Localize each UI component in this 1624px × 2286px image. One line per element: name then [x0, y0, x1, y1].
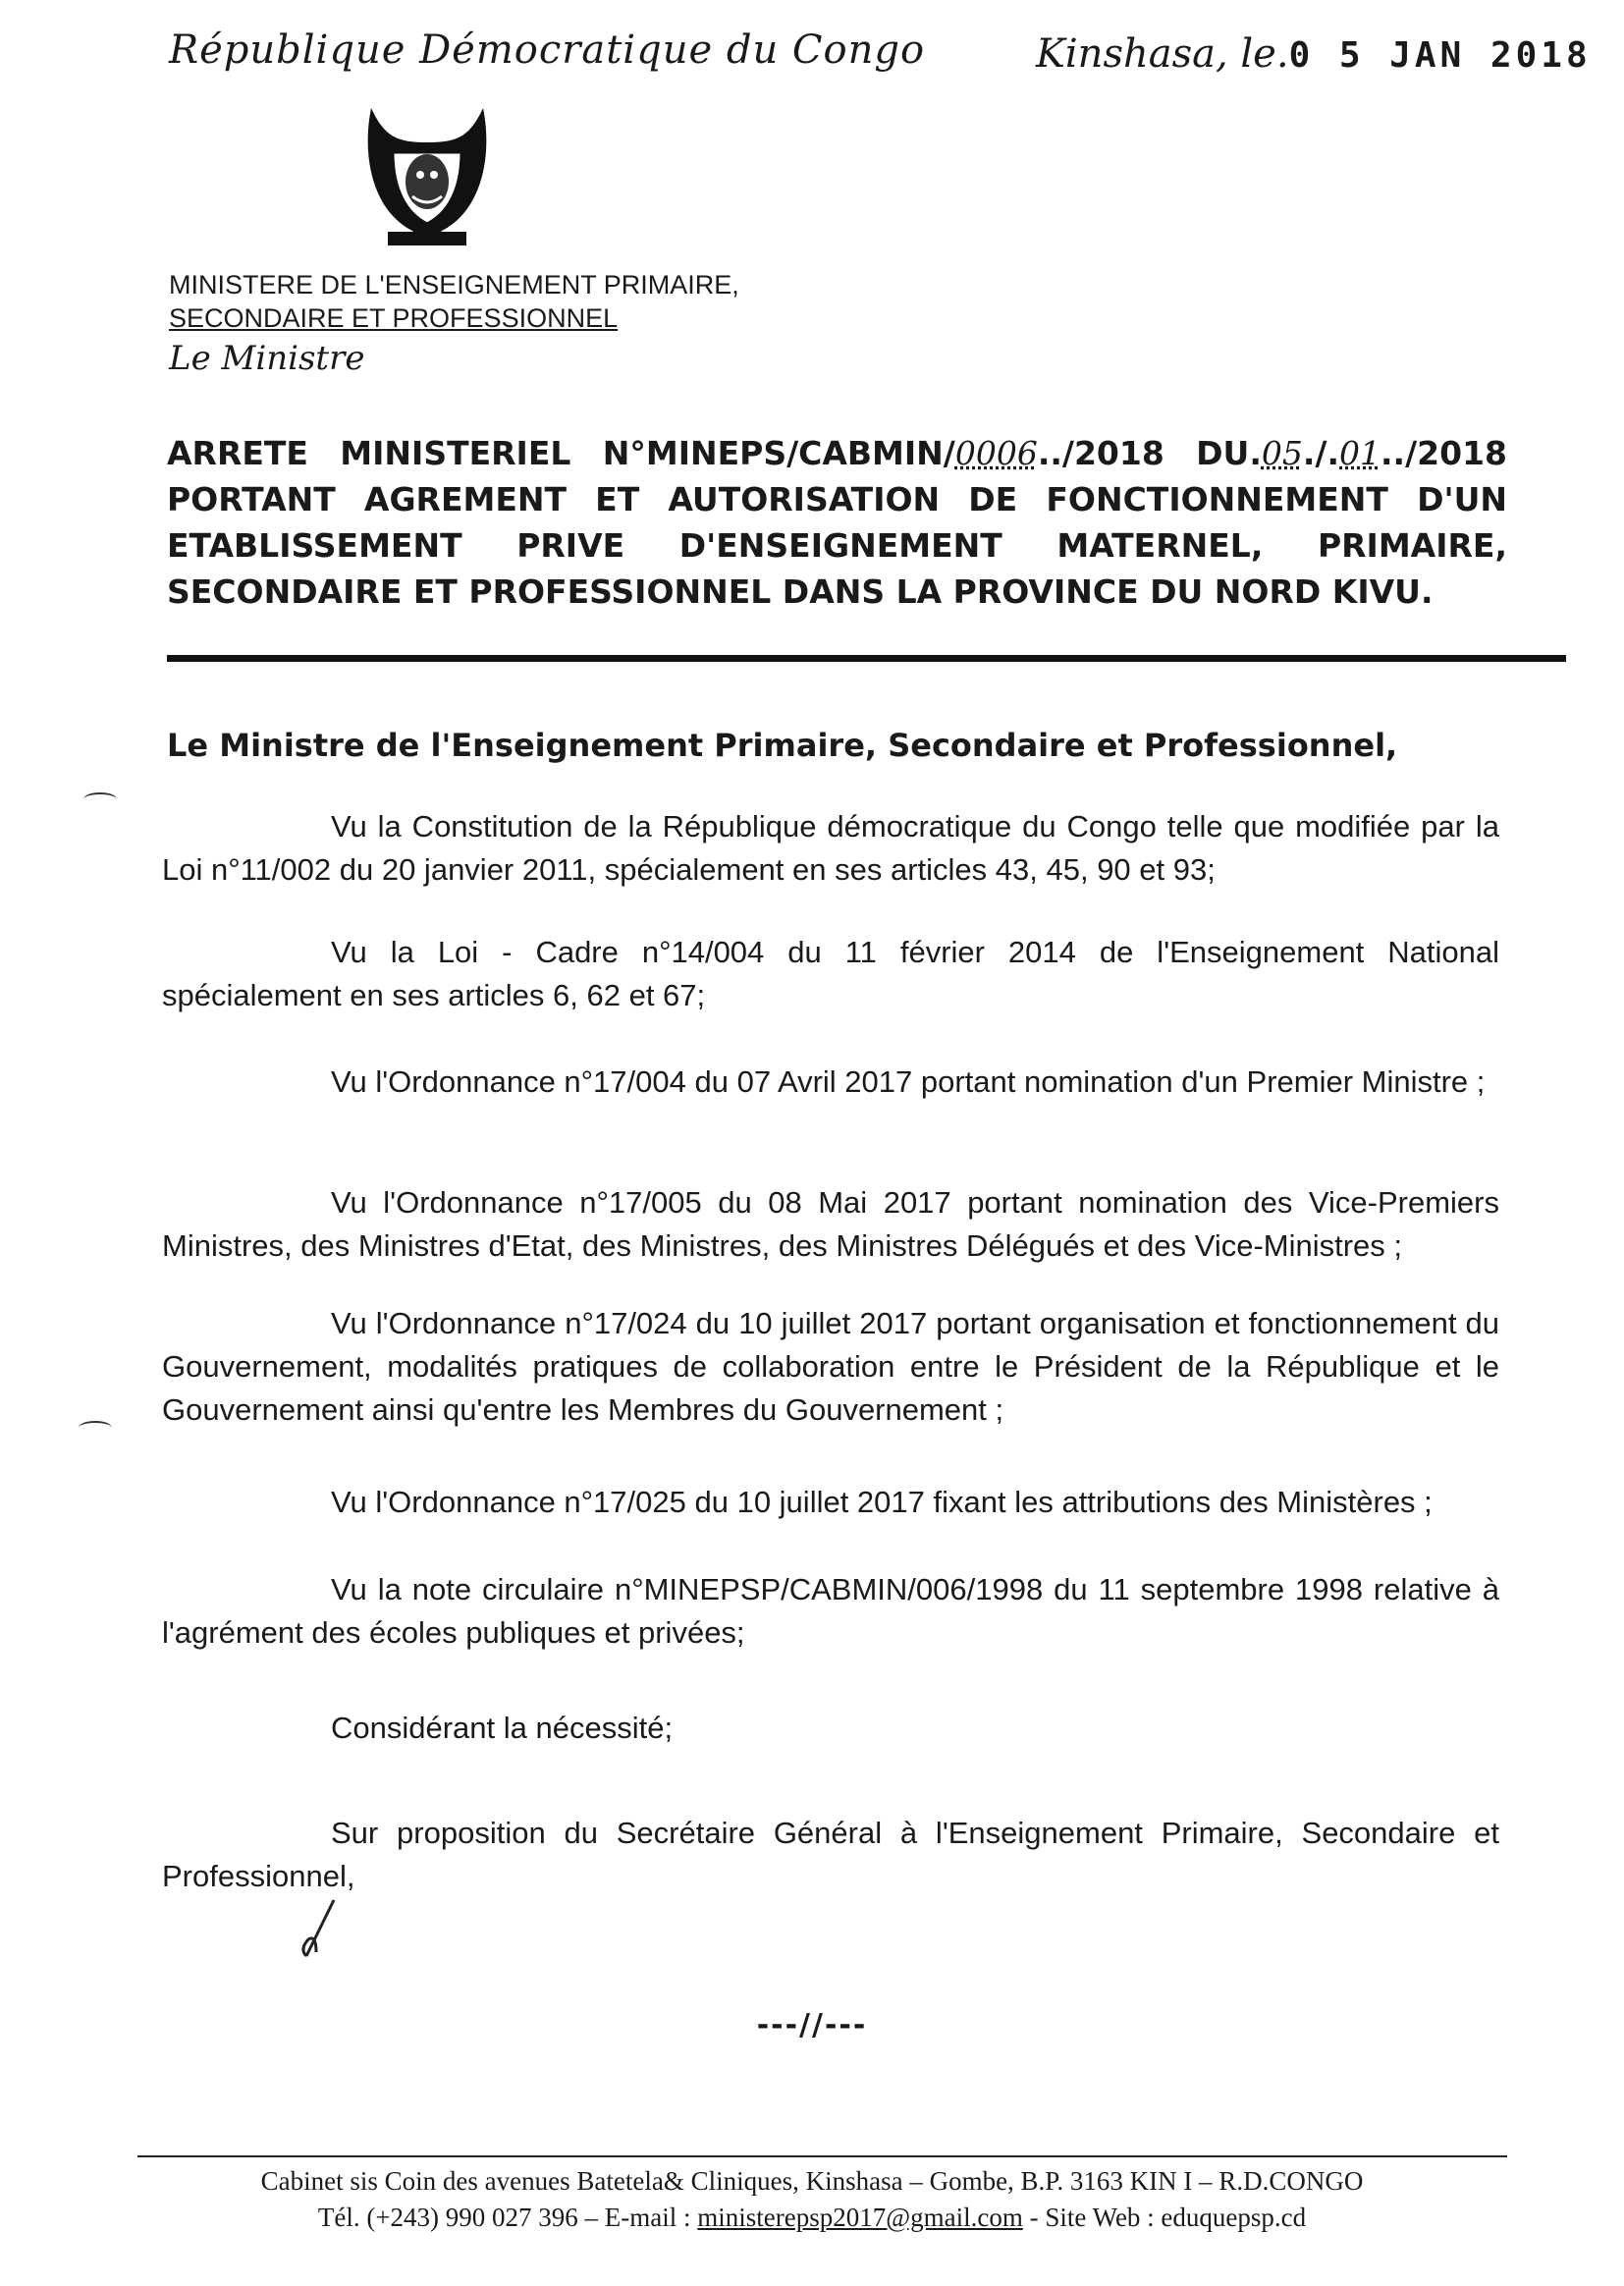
ministry-name — [169, 268, 739, 335]
footer-email[interactable]: ministerepsp2017@gmail.com — [697, 2203, 1023, 2232]
decree-month: 01 — [1339, 434, 1381, 472]
handwritten-initial — [295, 1895, 353, 1964]
body-intro: Le Ministre de l'Enseignement Primaire, Secondaire et Professionnel, — [167, 727, 1398, 764]
title-divider — [167, 655, 1566, 662]
document-date — [1036, 31, 1592, 77]
decree-day: 05 — [1261, 434, 1303, 472]
decree-ref-prefix: ARRETE MINISTERIEL N°MINEPS/CABMIN/ — [167, 434, 955, 472]
decree-ref-year: ../2018 DU. — [1037, 434, 1262, 472]
decree-subject: PORTANT AGREMENT ET AUTORISATION DE FONCTIONNEMENT D'UN ETABLISSEMENT PRIVE D'ENSEIGNEMENT MATERNEL, PRIMAIRE, SECONDAIRE ET PROFESSIONNEL DANS LA PROVINCE DU NORD KIVU. — [167, 480, 1507, 611]
paragraph-constitution: Vu la Constitution de la République démocratique du Congo telle que modifiée par la Loi n°11/002 du 20 janvier 2011, spécialement en ses articles 43, 45, 90 et 93; — [162, 809, 1499, 887]
footer-divider — [137, 2155, 1507, 2157]
footer — [0, 2163, 1624, 2236]
page-separator: ---//--- — [756, 2008, 868, 2042]
paragraph-ordonnance-024: Vu l'Ordonnance n°17/024 du 10 juillet 2017 portant organisation et fonctionnement du Gouvernement, modalités pratiques de collaboration entre le Président de la République et le Gouvernement ainsi qu'entre les Membres du Gouvernement ; — [162, 1306, 1499, 1427]
footer-contact — [0, 2200, 1624, 2236]
decree-ref-sep: ./. — [1302, 434, 1340, 472]
paragraph-proposition: Sur proposition du Secrétaire Général à l'Enseignement Primaire, Secondaire et Professionnel, — [162, 1816, 1499, 1893]
ministry-line-2: SECONDAIRE ET PROFESSIONNEL — [169, 303, 619, 333]
footer-address: Cabinet sis Coin des avenues Batetela& Cliniques, Kinshasa – Gombe, B.P. 3163 KIN I – R.D.CONGO — [260, 2166, 1364, 2196]
decree-ref-end: ../2018 — [1380, 434, 1507, 472]
decree-title — [167, 430, 1507, 615]
minister-heading: Le Ministre — [169, 339, 365, 378]
footer-website: - Site Web : eduquepsp.cd — [1029, 2203, 1307, 2232]
footer-tel: Tél. (+243) 990 027 396 – E-mail : — [317, 2203, 691, 2232]
paragraph-loi-cadre: Vu la Loi - Cadre n°14/004 du 11 février 2014 de l'Enseignement National spécialement en ses articles 6, 62 et 67; — [162, 935, 1499, 1012]
decree-number: 0006 — [954, 434, 1038, 472]
paragraph-ordonnance-025: Vu l'Ordonnance n°17/025 du 10 juillet 2017 fixant les attributions des Ministères ; — [331, 1485, 1433, 1519]
date-prefix: Kinshasa, le. — [1036, 31, 1289, 77]
paragraph-note-circulaire: Vu la note circulaire n°MINEPSP/CABMIN/006/1998 du 11 septembre 1998 relative à l'agrément des écoles publiques et privées; — [162, 1572, 1499, 1650]
paragraph-ordonnance-005: Vu l'Ordonnance n°17/005 du 08 Mai 2017 portant nomination des Vice-Premiers Ministres, des Ministres d'Etat, des Ministres, des Ministres Délégués et des Vice-Ministres ; — [162, 1185, 1499, 1263]
paragraph-ordonnance-004: Vu l'Ordonnance n°17/004 du 07 Avril 2017 portant nomination d'un Premier Ministre ; — [331, 1064, 1486, 1099]
date-stamp: 0 5 JAN 2018 — [1288, 35, 1592, 76]
paragraph-considerant: Considérant la nécessité; — [331, 1711, 674, 1745]
margin-mark — [83, 792, 117, 806]
ministry-line-1: MINISTERE DE L'ENSEIGNEMENT PRIMAIRE, — [169, 270, 739, 299]
republic-header: République Démocratique du Congo — [169, 27, 926, 73]
margin-mark — [79, 1421, 112, 1435]
coat-of-arms-emblem — [353, 98, 501, 250]
